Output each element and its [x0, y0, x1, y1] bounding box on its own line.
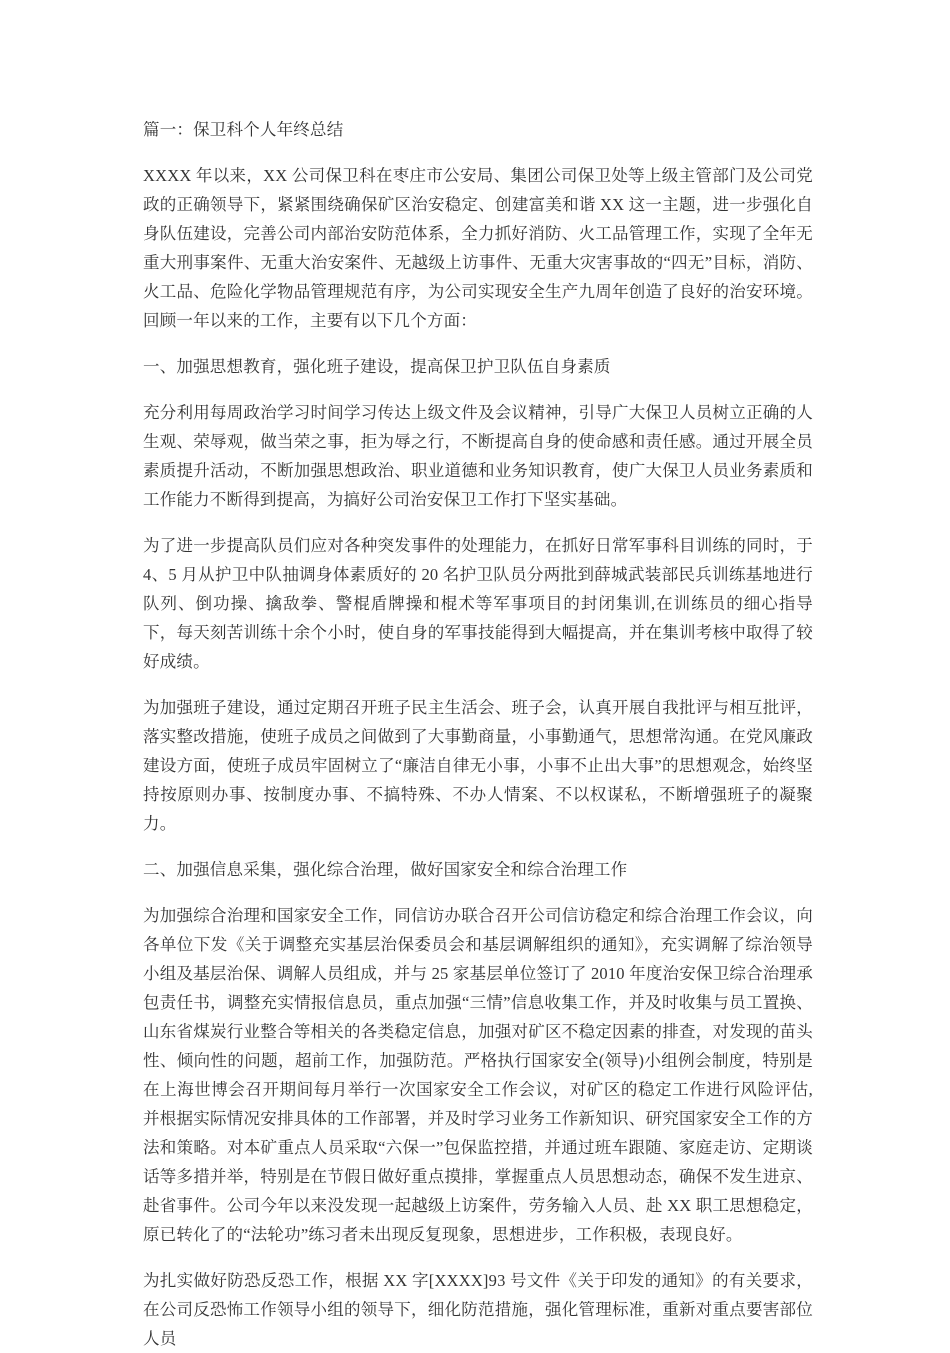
section-1-paragraph-2: 为了进一步提高队员们应对各种突发事件的处理能力，在抓好日常军事科目训练的同时，于 4、5 月从护卫中队抽调身体素质好的 20 名护卫队员分两批到薛城武装部民兵训练基地进行队列、倒功操、擒敌拳、警棍盾牌操和棍术等军事项目的封闭集训,在训练员的细心指导下，每天刻苦训练十余个小时，使自身的军事技能得到大幅提高，并在集训考核中取得了较好成绩。: [143, 536, 813, 671]
section-1-paragraph-3: 为加强班子建设，通过定期召开班子民主生活会、班子会，认真开展自我批评与相互批评，落实整改措施，使班子成员之间做到了大事勤商量，小事勤通气，思想常沟通。在党风廉政建设方面，使班子成员牢固树立了“廉洁自律无小事，小事不止出大事”的思想观念，始终坚持按原则办事、按制度办事、不搞特殊、不办人情案、不以权谋私，不断增强班子的凝聚力。: [143, 698, 813, 833]
intro-paragraph: XXXX 年以来，XX 公司保卫科在枣庄市公安局、集团公司保卫处等上级主管部门及公司党政的正确领导下，紧紧围绕确保矿区治安稳定、创建富美和谐 XX 这一主题，进一步强化自身队伍建设，完善公司内部治安防范体系，全力抓好消防、火工品管理工作，实现了全年无重大刑事案件、无重大治安案件、无越级上访事件、无重大灾害事故的“四无”目标，消防、火工品、危险化学物品管理规范有序，为公司实现安全生产九周年创造了良好的治安环境。回顾一年以来的工作，主要有以下几个方面：: [143, 166, 813, 330]
section-2-paragraph-2: 为扎实做好防恐反恐工作，根据 XX 字[XXXX]93 号文件《关于印发的通知》的有关要求，在公司反恐怖工作领导小组的领导下，细化防范措施，强化管理标准，重新对重点要害部位人员: [143, 1271, 813, 1348]
section-2-heading: 二、加强信息采集，强化综合治理，做好国家安全和综合治理工作: [143, 860, 628, 879]
document-title: 篇一：保卫科个人年终总结: [143, 120, 344, 139]
section-1-heading: 一、加强思想教育，强化班子建设，提高保卫护卫队伍自身素质: [143, 357, 611, 376]
section-2-paragraph-1: 为加强综合治理和国家安全工作，同信访办联合召开公司信访稳定和综合治理工作会议，向各单位下发《关于调整充实基层治保委员会和基层调解组织的通知》，充实调解了综治领导小组及基层治保、调解人员组成，并与 25 家基层单位签订了 2010 年度治安保卫综合治理承包责任书，调整充实情报信息员，重点加强“三情”信息收集工作，并及时收集与员工置换、山东省煤炭行业整合等相关的各类稳定信息，加强对矿区不稳定因素的排查，对发现的苗头性、倾向性的问题，超前工作，加强防范。严格执行国家安全(领导)小组例会制度，特别是在上海世博会召开期间每月举行一次国家安全工作会议，对矿区的稳定工作进行风险评估,并根据实际情况安排具体的工作部署，并及时学习业务工作新知识、研究国家安全工作的方法和策略。对本矿重点人员采取“六保一”包保监控措，并通过班车跟随、家庭走访、定期谈话等多措并举，特别是在节假日做好重点摸排，掌握重点人员思想动态，确保不发生进京、赴省事件。公司今年以来没发现一起越级上访案件，劳务输入人员、赴 XX 职工思想稳定，原已转化了的“法轮功”练习者未出现反复现象，思想进步，工作积极，表现良好。: [143, 906, 813, 1244]
section-1-paragraph-1: 充分利用每周政治学习时间学习传达上级文件及会议精神，引导广大保卫人员树立正确的人生观、荣辱观，做当荣之事，拒为辱之行，不断提高自身的使命感和责任感。通过开展全员素质提升活动，不断加强思想政治、职业道德和业务知识教育，使广大保卫人员业务素质和工作能力不断得到提高，为搞好公司治安保卫工作打下坚实基础。: [143, 403, 813, 509]
